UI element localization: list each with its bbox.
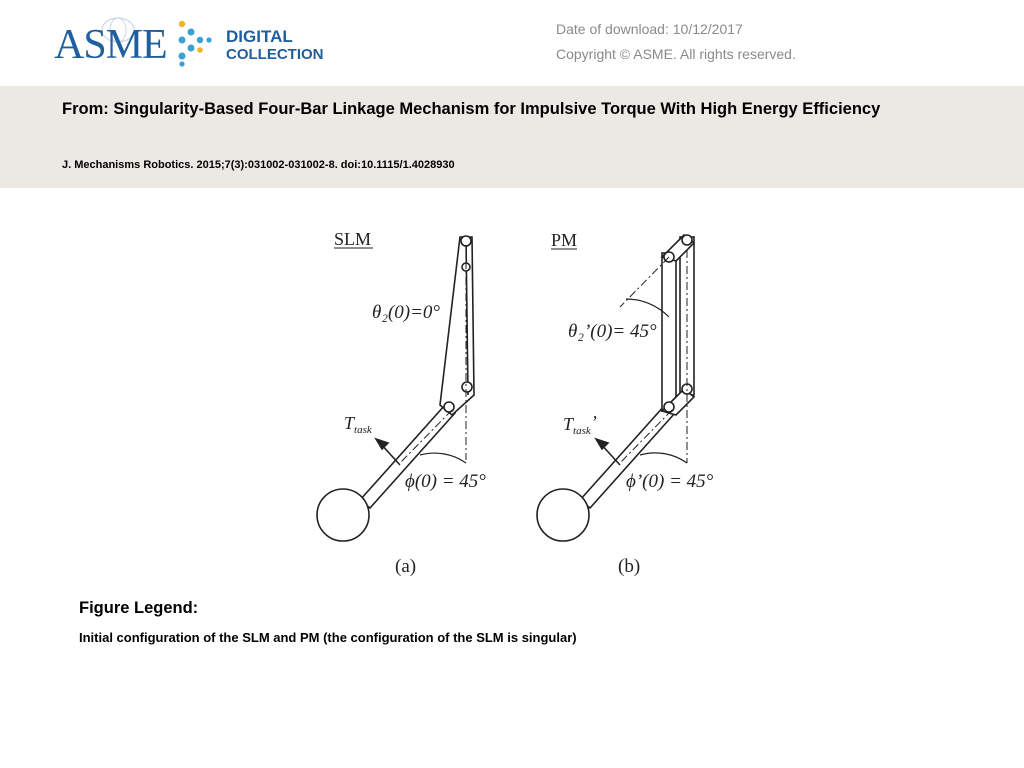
panel-a-caption: (a)	[395, 556, 417, 577]
logo-asme-text: ASME	[54, 22, 167, 68]
panel-b-phi-label: ϕ’(0) = 45°	[626, 471, 714, 492]
panel-a-joint-pivot	[444, 402, 454, 412]
asme-digital-collection-logo	[52, 10, 352, 72]
asme-dots-icon	[179, 21, 212, 67]
panel-b-joint-bl	[664, 402, 674, 412]
panel-a-joint-lower	[462, 382, 472, 392]
article-citation: J. Mechanisms Robotics. 2015;7(3):031002-031002-8. doi:10.1115/1.4028930	[62, 159, 455, 171]
panel-a-phi-arc	[420, 453, 466, 463]
panel-a-label: SLM	[334, 229, 372, 249]
article-title: From: Singularity-Based Four-Bar Linkage Mechanism for Impulsive Torque With High Energy Efficiency	[62, 100, 881, 118]
download-date: Date of download: 10/12/2017	[556, 21, 743, 37]
page-header	[0, 0, 1024, 86]
copyright-notice: Copyright © ASME. All rights reserved.	[556, 46, 796, 62]
logo-digital-text: DIGITAL	[226, 27, 293, 46]
panel-b-joint-tr	[682, 235, 692, 245]
panel-b-ball	[537, 489, 589, 541]
panel-b-phi-arc	[640, 453, 687, 463]
panel-a-main-arm	[360, 405, 455, 508]
panel-a-phi-label: ϕ(0) = 45°	[405, 471, 486, 492]
panel-b-pm	[537, 235, 694, 541]
logo-collection-text: COLLECTION	[226, 46, 324, 63]
panel-b-label: PM	[551, 230, 578, 250]
panel-a-slm	[317, 236, 474, 541]
panel-a-joint-top	[461, 236, 471, 246]
figure-legend-text: Initial configuration of the SLM and PM (the configuration of the SLM is singular)	[79, 630, 577, 645]
panel-a-ball	[317, 489, 369, 541]
panel-a-theta-label: θ₂(0)=0°	[372, 302, 441, 323]
panel-b-theta-label: θ₂’(0)= 45°	[568, 321, 657, 342]
panel-b-caption: (b)	[618, 556, 641, 577]
panel-a-torque-label: $T_{task}$	[344, 413, 372, 436]
panel-b-torque-label: $T_{task}$’	[563, 412, 597, 437]
mechanism-figure	[300, 215, 720, 585]
figure-legend-heading: Figure Legend:	[79, 599, 199, 617]
